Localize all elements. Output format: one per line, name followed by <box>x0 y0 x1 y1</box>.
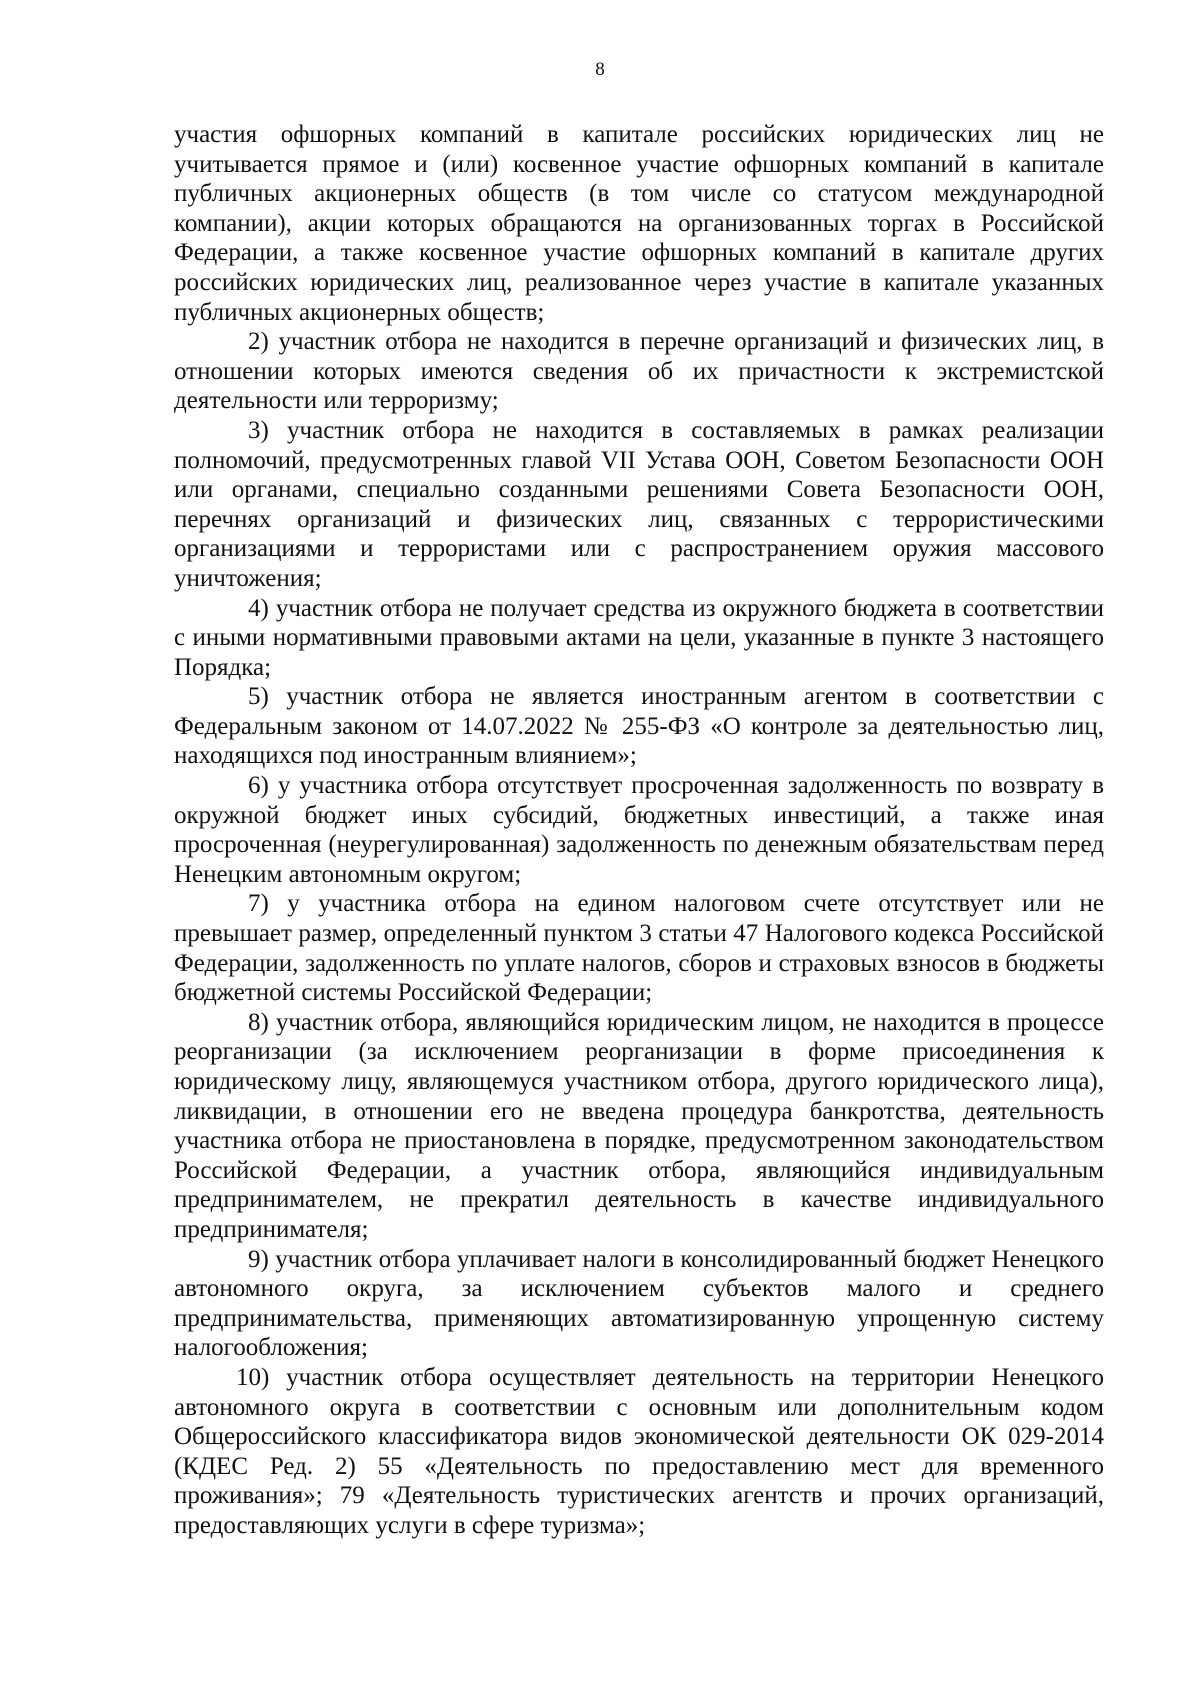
document-body <box>174 120 1104 1541</box>
paragraph-item-9: 9) участник отбора уплачивает налоги в консолидированный бюджет Ненецкого автономного округа, за исключением субъектов малого и среднего предпринимательства, применяющих автоматизированную упрощенную систему налогообложения; <box>174 1245 1104 1362</box>
paragraph-item-4: 4) участник отбора не получает средства из окружного бюджета в соответствии с иными нормативными правовыми актами на цели, указанные в пункте 3 настоящего Порядка; <box>174 594 1104 681</box>
paragraph-item-6: 6) у участника отбора отсутствует просроченная задолженность по возврату в окружной бюджет иных субсидий, бюджетных инвестиций, а также иная просроченная (неурегулированная) задолженность по денежным обязательствам перед Ненецким автономным округом; <box>174 772 1104 888</box>
paragraph-item-5: 5) участник отбора не является иностранным агентом в соответствии с Федеральным законом от 14.07.2022 № 255-ФЗ «О контроле за деятельностью лиц, находящихся под иностранным влиянием»; <box>174 683 1104 770</box>
paragraph-item-8: 8) участник отбора, являющийся юридическим лицом, не находится в процессе реорганизации (за исключением реорганизации в форме присоединения к юридическому лицу, являющемуся участником отбора, другого юридического лица), ликвидации, в отношении его не введена процедура банкротства, деятельность участника отбора не приостановлена в порядке, предусмотренном законодательством Российской Федерации, а участник отбора, являющийся индивидуальным предпринимателем, не прекратил деятельность в качестве индивидуального предпринимателя; <box>174 1008 1104 1243</box>
paragraph-item-10: 10) участник отбора осуществляет деятельность на территории Ненецкого автономного округа в соответствии с основным или дополнительным кодом Общероссийского классификатора видов экономической деятельности ОК 029-2014 (КДЕС Ред. 2) 55 «Деятельность по предоставлению мест для временного проживания»; 79 «Деятельность туристических агентств и прочих организаций, предоставляющих услуги в сфере туризма»; <box>174 1363 1104 1539</box>
paragraph-item-2: 2) участник отбора не находится в перечне организаций и физических лиц, в отношении которых имеются сведения об их причастности к экстремистской деятельности или терроризму; <box>174 328 1104 415</box>
paragraph-continuation: участия офшорных компаний в капитале российских юридических лиц не учитывается прямое и (или) косвенное участие офшорных компаний в капитале публичных акционерных обществ (в том числе со статусом международной компании), акции которых обращаются на организованных торгах в Российской Федерации, а также косвенное участие офшорных компаний в капитале других российских юридических лиц, реализованное через участие в капитале указанных публичных акционерных обществ; <box>174 121 1104 326</box>
paragraph-item-3: 3) участник отбора не находится в составляемых в рамках реализации полномочий, предусмотренных главой VII Устава ООН, Советом Безопасности ООН или органами, специально созданными решениями Совета Безопасности ООН, перечнях организаций и физических лиц, связанных с террористическими организациями и террористами или с распространением оружия массового уничтожения; <box>174 416 1104 592</box>
page-number: 8 <box>595 59 605 80</box>
paragraph-item-7: 7) у участника отбора на едином налоговом счете отсутствует или не превышает размер, определенный пунктом 3 статьи 47 Налогового кодекса Российской Федерации, задолженность по уплате налогов, сборов и страховых взносов в бюджеты бюджетной системы Российской Федерации; <box>174 890 1104 1007</box>
